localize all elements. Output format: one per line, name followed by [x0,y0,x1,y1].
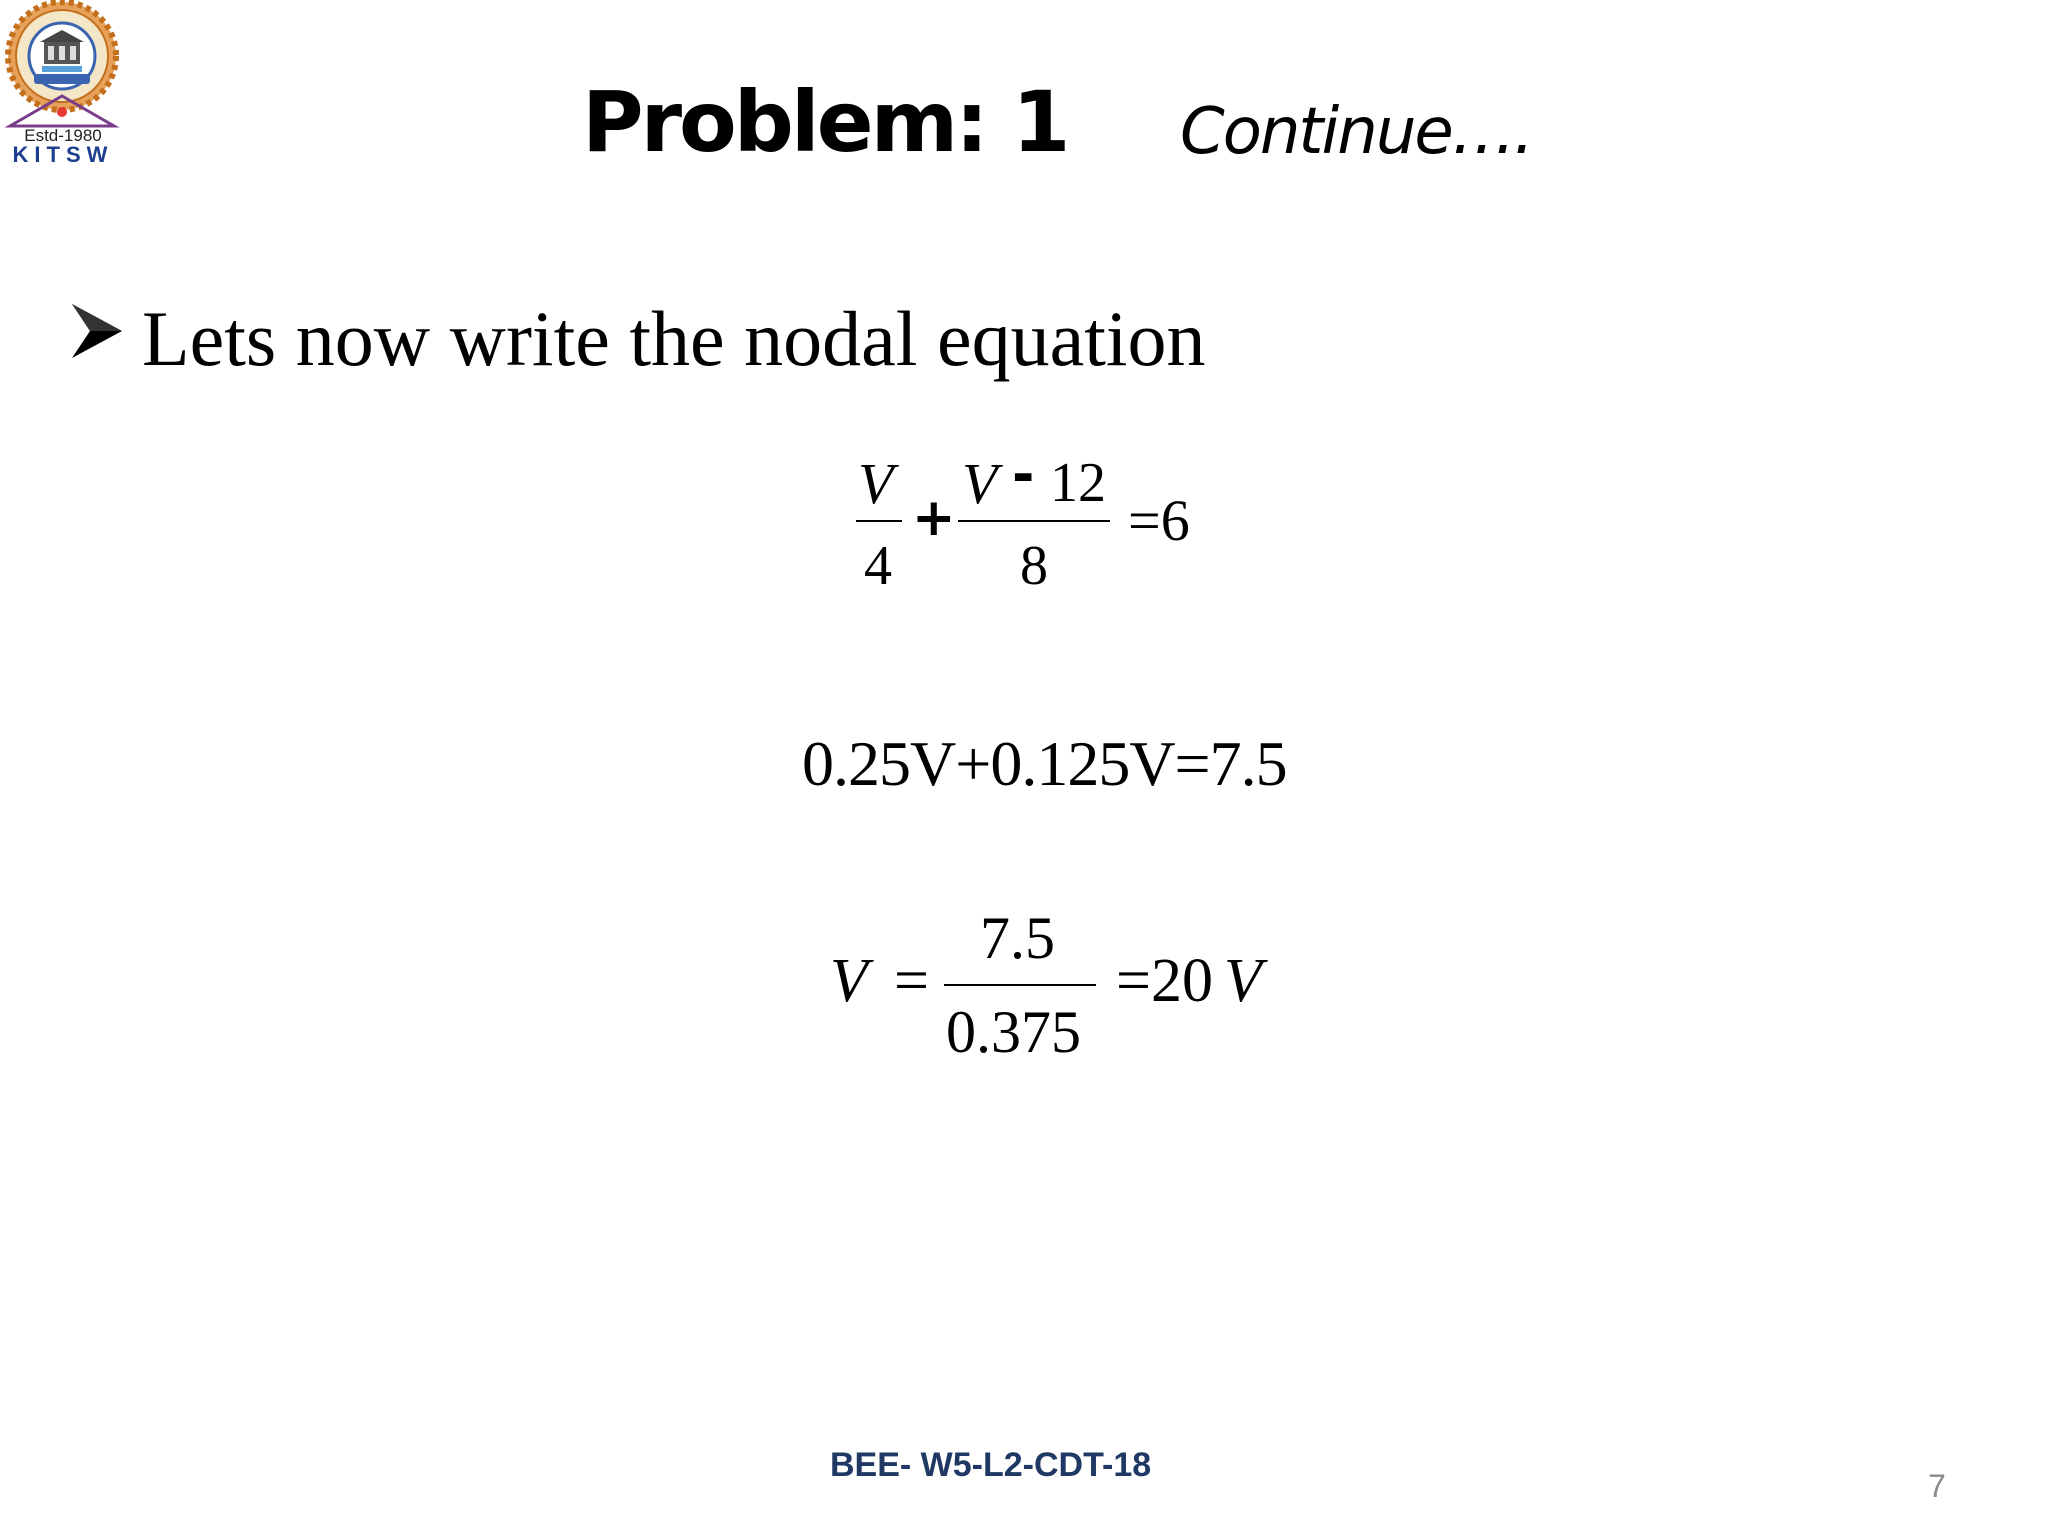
seal-icon [4,0,122,128]
solution-variable: V [830,947,868,1015]
bullet-text: Lets now write the nodal equation [142,295,1206,382]
frac2-denominator: 8 [1020,535,1048,597]
solution-unit: V [1224,947,1262,1015]
plus-sign: + [912,488,956,548]
solution-equals-1: = [894,947,929,1015]
page-number: 7 [1928,1468,1946,1504]
frac1-numerator: V [858,451,894,516]
frac2-numerator-constant: 12 [1050,452,1106,514]
logo-name: KITSW [12,142,114,167]
institute-logo [4,0,122,168]
frac2-numerator-minus: - [1012,443,1035,506]
frac2-numerator-variable: V [962,451,998,516]
footer-course-code: BEE- W5-L2-CDT-18 [830,1446,1152,1484]
frac1-bar [856,520,902,522]
slide-title-continuation: Continue…. [1180,95,1533,169]
simplified-equation: 0.25V+0.125V=7.5 [802,728,1287,799]
equation1-rhs: =6 [1128,488,1190,553]
logo-established: Estd-1980 [24,126,102,145]
frac2-bar [958,520,1110,522]
solution-fraction-bar [944,984,1096,986]
solution-denominator: 0.375 [946,999,1081,1065]
solution-result: =20 [1116,947,1213,1015]
slide-title: Problem: 1 [582,73,1068,171]
solution-numerator: 7.5 [980,905,1055,971]
frac1-denominator: 4 [864,535,892,597]
arrow-bullet-icon [68,302,124,360]
